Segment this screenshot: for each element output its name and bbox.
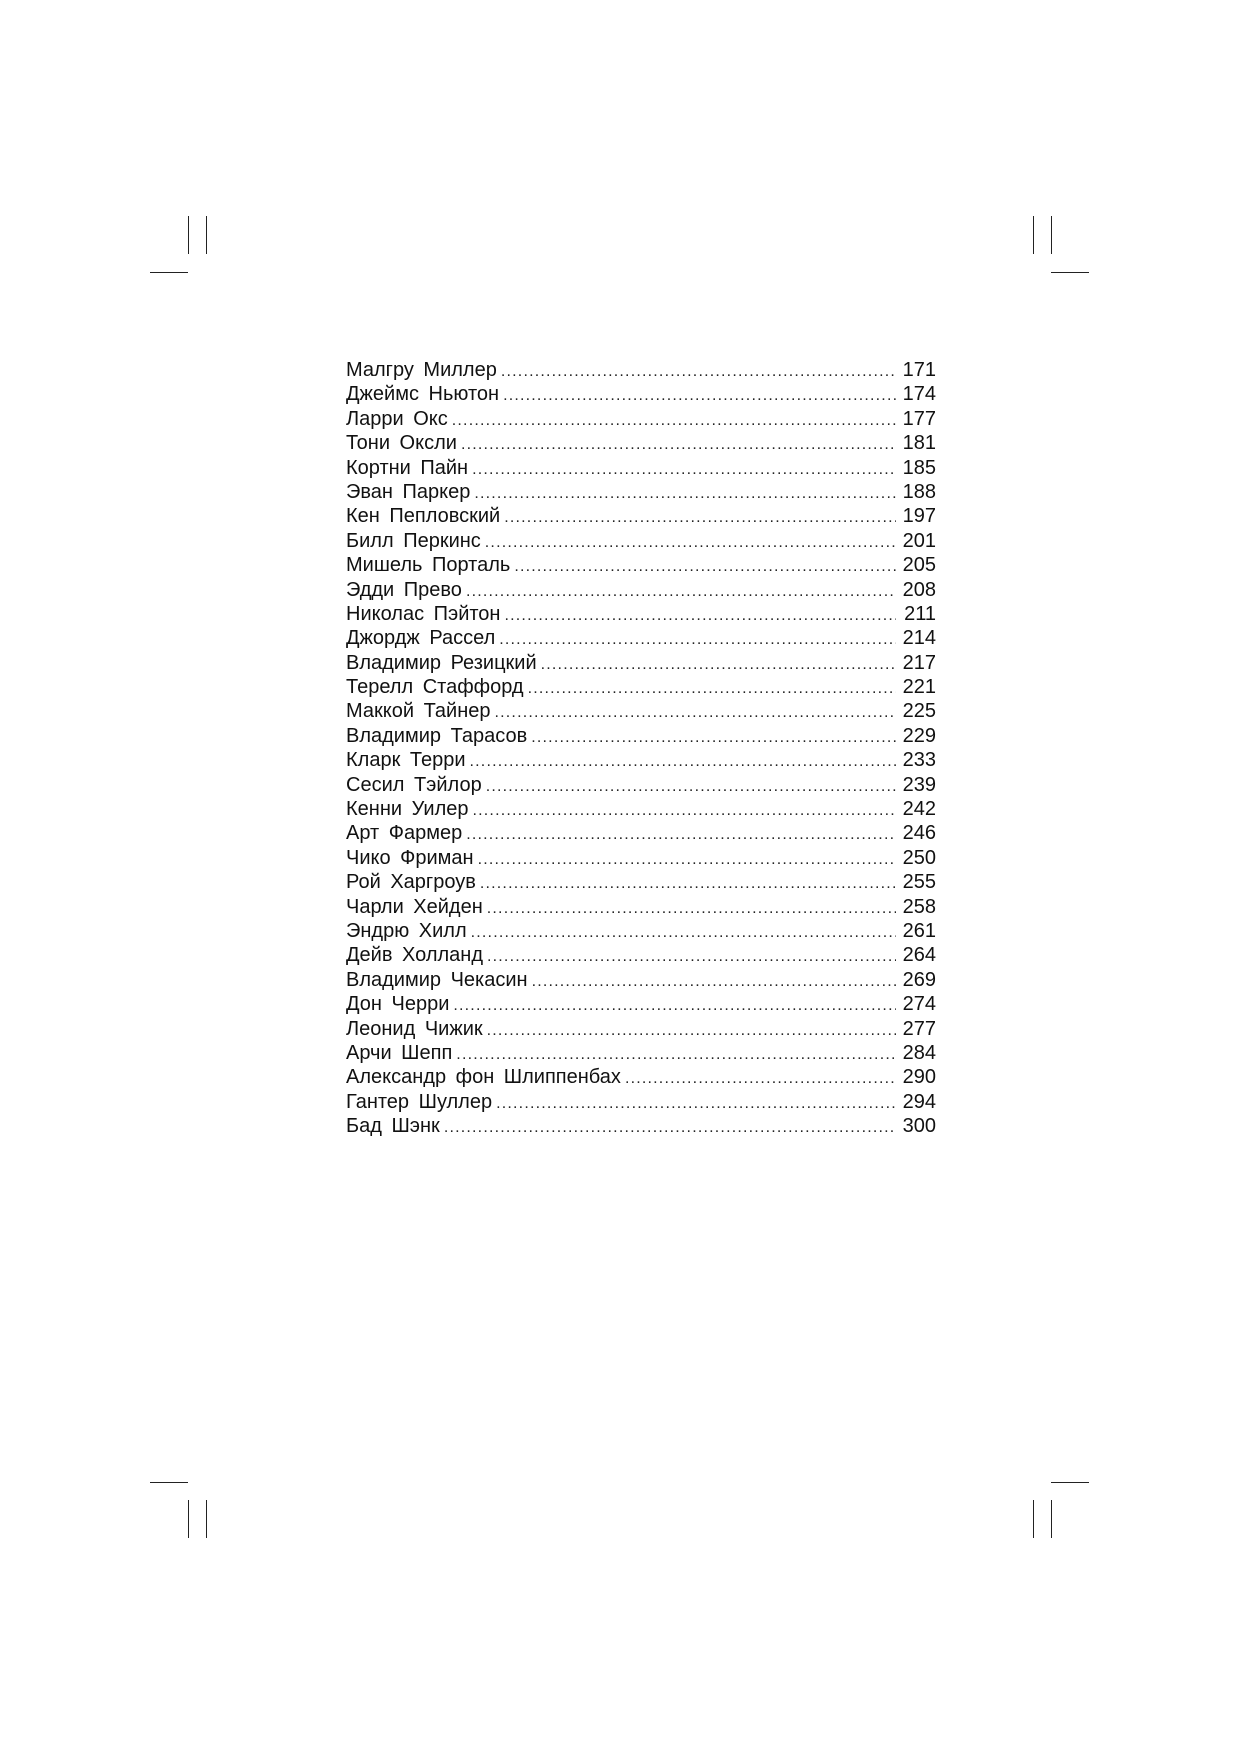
toc-entry <box>346 480 936 504</box>
toc-entry-page-number: 174 <box>902 383 936 406</box>
crop-mark-top-left-horizontal <box>150 272 188 273</box>
toc-entry-page-number: 225 <box>902 700 936 723</box>
toc-entry <box>346 626 936 650</box>
toc-entry-name: Тони Оксли <box>346 432 457 455</box>
toc-entry <box>346 382 936 406</box>
toc-entry <box>346 1017 936 1041</box>
toc-dot-leader <box>487 1019 896 1043</box>
toc-entry <box>346 699 936 723</box>
crop-mark-top-left-vertical-inner <box>206 216 207 254</box>
toc-entry-page-number: 290 <box>902 1066 936 1089</box>
toc-dot-leader <box>495 701 897 725</box>
crop-mark-bottom-right-vertical-inner <box>1033 1500 1034 1538</box>
toc-entry <box>346 1090 936 1114</box>
toc-dot-leader <box>466 823 896 847</box>
toc-entry <box>346 407 936 431</box>
toc-entry-page-number: 239 <box>902 773 936 796</box>
toc-entry <box>346 456 936 480</box>
toc-entry <box>346 529 936 553</box>
toc-entry-page-number: 284 <box>902 1041 936 1064</box>
toc-entry-page-number: 229 <box>902 724 936 747</box>
toc-entry-page-number: 214 <box>902 627 936 650</box>
toc-entry-page-number: 177 <box>902 407 936 430</box>
toc-entry <box>346 797 936 821</box>
toc-entry-page-number: 221 <box>902 676 936 699</box>
toc-entry-page-number: 208 <box>902 578 936 601</box>
toc-entry <box>346 870 936 894</box>
crop-mark-bottom-left-horizontal <box>150 1482 188 1483</box>
toc-dot-leader <box>531 726 896 750</box>
toc-dot-leader <box>453 994 896 1018</box>
toc-entry <box>346 651 936 675</box>
toc-entry-name: Дейв Холланд <box>346 944 483 967</box>
toc-entry-page-number: 250 <box>902 846 936 869</box>
toc-entry-name: Владимир Резицкий <box>346 651 537 674</box>
toc-entry-name: Эдди Прево <box>346 578 462 601</box>
toc-dot-leader <box>504 506 896 530</box>
toc-entry-name: Николас Пэйтон <box>346 602 501 625</box>
toc-entry <box>346 358 936 382</box>
toc-entry-name: Чарли Хейден <box>346 895 483 918</box>
toc-entry-page-number: 242 <box>902 798 936 821</box>
toc-dot-leader <box>452 409 896 433</box>
table-of-contents <box>346 358 936 1139</box>
toc-entry-name: Арт Фармер <box>346 822 463 845</box>
toc-entry-name: Джеймс Ньютон <box>346 383 500 406</box>
toc-dot-leader <box>473 799 897 823</box>
toc-dot-leader <box>487 897 896 921</box>
toc-entry-page-number: 171 <box>902 359 936 381</box>
toc-entry-page-number: 181 <box>902 432 936 455</box>
toc-entry <box>346 846 936 870</box>
toc-entry-page-number: 269 <box>902 968 936 991</box>
toc-entry-name: Сесил Тэйлор <box>346 773 482 796</box>
toc-entry-page-number: 261 <box>902 919 936 942</box>
toc-entry-name: Билл Перкинс <box>346 529 481 552</box>
toc-entry-page-number: 264 <box>902 944 936 967</box>
toc-entry-page-number: 300 <box>902 1115 936 1138</box>
toc-entry-name: Джордж Рассел <box>346 627 496 650</box>
toc-entry-name: Леонид Чижик <box>346 1017 483 1040</box>
toc-entry-name: Гантер Шуллер <box>346 1090 493 1113</box>
toc-entry <box>346 1114 936 1138</box>
toc-dot-leader <box>478 848 896 872</box>
crop-mark-top-right-horizontal <box>1051 272 1089 273</box>
toc-entry-page-number: 211 <box>904 602 936 625</box>
crop-mark-bottom-left-vertical-inner <box>206 1500 207 1538</box>
toc-dot-leader <box>485 531 896 555</box>
toc-dot-leader <box>486 775 896 799</box>
toc-entry-name: Маккой Тайнер <box>346 700 491 723</box>
toc-entry <box>346 1065 936 1089</box>
toc-entry-page-number: 188 <box>902 480 936 503</box>
toc-entry <box>346 895 936 919</box>
crop-mark-bottom-right-horizontal <box>1051 1482 1089 1483</box>
toc-entry-page-number: 277 <box>902 1017 936 1040</box>
toc-entry-page-number: 205 <box>902 554 936 577</box>
crop-mark-bottom-right-vertical-outer <box>1051 1500 1052 1538</box>
toc-dot-leader <box>541 653 896 677</box>
crop-mark-top-left-vertical-outer <box>188 216 189 254</box>
toc-dot-leader <box>625 1067 896 1091</box>
toc-entry-name: Кортни Пайн <box>346 456 469 479</box>
toc-entry <box>346 578 936 602</box>
toc-entry <box>346 919 936 943</box>
toc-entry-name: Александр фон Шлиппенбах <box>346 1066 621 1089</box>
toc-entry <box>346 675 936 699</box>
toc-dot-leader <box>528 677 896 701</box>
toc-entry <box>346 773 936 797</box>
toc-entry-name: Ларри Окс <box>346 407 448 430</box>
toc-dot-leader <box>496 1092 896 1116</box>
toc-dot-leader <box>501 360 896 384</box>
toc-entry-page-number: 246 <box>902 822 936 845</box>
toc-entry-page-number: 185 <box>902 456 936 479</box>
toc-entry-name: Бад Шэнк <box>346 1115 440 1138</box>
toc-entry-page-number: 255 <box>902 871 936 894</box>
toc-entry <box>346 748 936 772</box>
toc-dot-leader <box>471 921 896 945</box>
toc-entry-name: Кен Пепловский <box>346 505 501 528</box>
toc-dot-leader <box>456 1043 896 1067</box>
toc-dot-leader <box>472 458 896 482</box>
toc-entry-page-number: 294 <box>902 1090 936 1113</box>
toc-entry-page-number: 201 <box>902 529 936 552</box>
toc-dot-leader <box>503 384 896 408</box>
toc-entry <box>346 992 936 1016</box>
crop-mark-bottom-left-vertical-outer <box>188 1500 189 1538</box>
toc-entry-name: Кларк Терри <box>346 749 466 772</box>
toc-dot-leader <box>514 555 896 579</box>
crop-mark-top-right-vertical-inner <box>1033 216 1034 254</box>
toc-entry <box>346 553 936 577</box>
toc-entry-name: Эван Паркер <box>346 480 471 503</box>
toc-entry-name: Владимир Чекасин <box>346 968 528 991</box>
toc-entry-page-number: 197 <box>902 505 936 528</box>
toc-entry-name: Эндрю Хилл <box>346 919 467 942</box>
toc-entry <box>346 821 936 845</box>
toc-entry-name: Чико Фриман <box>346 846 474 869</box>
toc-dot-leader <box>444 1116 896 1140</box>
toc-entry <box>346 968 936 992</box>
toc-dot-leader <box>499 628 896 652</box>
toc-dot-leader <box>487 945 896 969</box>
crop-mark-top-right-vertical-outer <box>1051 216 1052 254</box>
toc-dot-leader <box>474 482 896 506</box>
toc-entry-name: Терелл Стаффорд <box>346 676 524 699</box>
toc-entry <box>346 1041 936 1065</box>
toc-entry-name: Мишель Порталь <box>346 554 511 577</box>
toc-entry-name: Кенни Уилер <box>346 798 469 821</box>
toc-dot-leader <box>466 580 896 604</box>
toc-entry-page-number: 217 <box>902 651 936 674</box>
toc-entry-name: Арчи Шепп <box>346 1041 453 1064</box>
toc-entry-name: Владимир Тарасов <box>346 724 528 747</box>
toc-entry <box>346 724 936 748</box>
toc-entry-page-number: 274 <box>902 993 936 1016</box>
toc-entry-page-number: 258 <box>902 895 936 918</box>
toc-dot-leader <box>532 970 896 994</box>
toc-entry <box>346 943 936 967</box>
toc-entry-name: Рой Харгроув <box>346 871 476 894</box>
toc-entry-name: Малгру Миллер <box>346 359 497 381</box>
toc-entry-name: Дон Черри <box>346 993 450 1016</box>
toc-entry <box>346 431 936 455</box>
toc-dot-leader <box>461 433 896 457</box>
toc-dot-leader <box>504 604 896 628</box>
toc-entry <box>346 602 936 626</box>
toc-dot-leader <box>470 750 896 774</box>
toc-entry-page-number: 233 <box>902 749 936 772</box>
toc-entry <box>346 504 936 528</box>
toc-dot-leader <box>480 872 896 896</box>
